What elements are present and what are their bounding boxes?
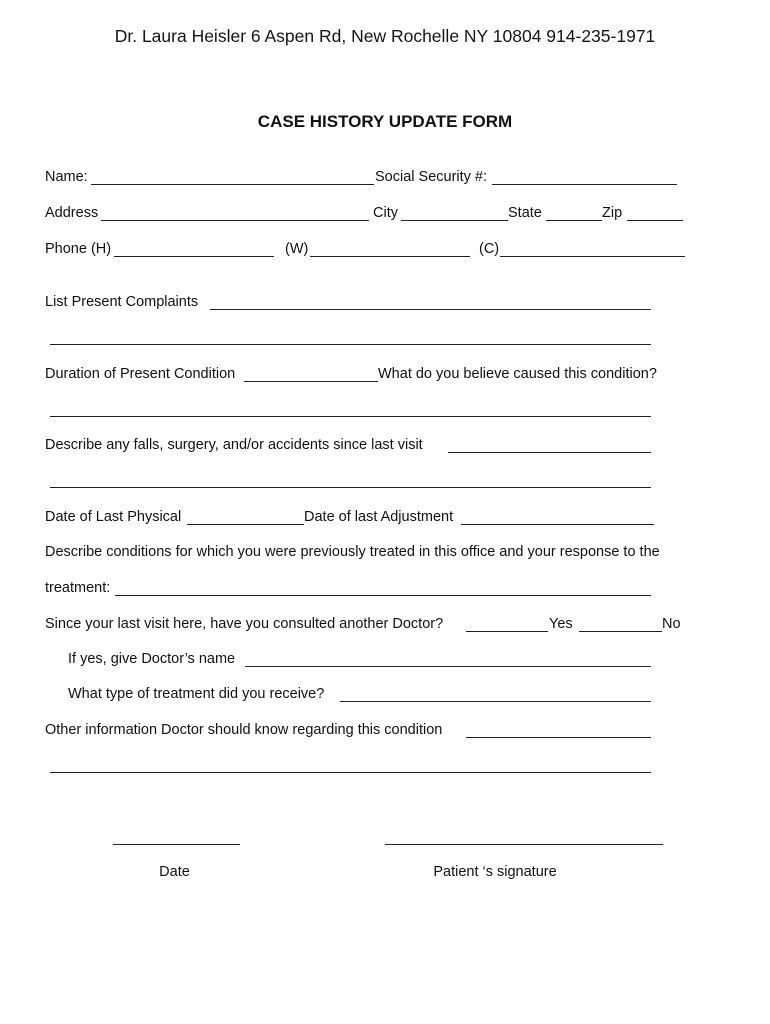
- ssn-field[interactable]: [492, 170, 677, 185]
- practice-header: Dr. Laura Heisler 6 Aspen Rd, New Rochelle NY 10804 914-235-1971: [114, 26, 656, 46]
- date-field[interactable]: [113, 830, 240, 845]
- duration-field[interactable]: [244, 367, 378, 382]
- falls-field[interactable]: [448, 438, 651, 453]
- form-title: CASE HISTORY UPDATE FORM: [257, 112, 513, 131]
- address-label: Address: [45, 205, 99, 221]
- complaints-field[interactable]: [210, 295, 651, 310]
- consulted-label: Since your last visit here, have you consulted another Doctor?: [45, 616, 444, 632]
- falls-field-line-2[interactable]: [50, 473, 651, 488]
- other-info-field[interactable]: [466, 723, 651, 738]
- phone-work-label: (W): [285, 241, 309, 257]
- last-physical-label: Date of Last Physical: [45, 509, 182, 525]
- phone-cell-field[interactable]: [500, 242, 685, 257]
- phone-home-field[interactable]: [114, 242, 274, 257]
- consulted-no-field[interactable]: [579, 617, 662, 632]
- zip-field[interactable]: [627, 206, 683, 221]
- ssn-label: Social Security #:: [375, 169, 488, 185]
- yes-label: Yes: [549, 616, 573, 632]
- last-adjustment-field[interactable]: [461, 510, 654, 525]
- zip-label: Zip: [602, 205, 623, 221]
- name-label: Name:: [45, 169, 88, 185]
- treatment-type-field[interactable]: [340, 687, 651, 702]
- treatment-type-label: What type of treatment did you receive?: [68, 686, 325, 702]
- cause-field[interactable]: [50, 402, 651, 417]
- doctor-name-label: If yes, give Doctor’s name: [68, 651, 236, 667]
- consulted-yes-field[interactable]: [466, 617, 548, 632]
- duration-label: Duration of Present Condition: [45, 366, 236, 382]
- last-adjustment-label: Date of last Adjustment: [304, 509, 454, 525]
- complaints-field-line-2[interactable]: [50, 330, 651, 345]
- name-field[interactable]: [91, 170, 374, 185]
- phone-cell-label: (C): [479, 241, 500, 257]
- falls-label: Describe any falls, surgery, and/or accidents since last visit: [45, 437, 423, 453]
- signature-caption: Patient ‘s signature: [433, 864, 557, 880]
- other-info-field-line-2[interactable]: [50, 758, 651, 773]
- other-info-label: Other information Doctor should know regarding this condition: [45, 722, 443, 738]
- city-field[interactable]: [401, 206, 508, 221]
- state-field[interactable]: [546, 206, 602, 221]
- last-physical-field[interactable]: [187, 510, 304, 525]
- doctor-name-field[interactable]: [245, 652, 651, 667]
- treatment-response-field[interactable]: [115, 581, 651, 596]
- treatment-label: treatment:: [45, 580, 111, 596]
- no-label: No: [662, 616, 681, 632]
- state-label: State: [508, 205, 542, 221]
- address-field[interactable]: [101, 206, 369, 221]
- date-caption: Date: [159, 864, 190, 880]
- signature-field[interactable]: [385, 830, 663, 845]
- cause-label: What do you believe caused this condition?: [378, 366, 657, 382]
- complaints-label: List Present Complaints: [45, 294, 199, 310]
- phone-home-label: Phone (H): [45, 241, 112, 257]
- city-label: City: [373, 205, 398, 221]
- phone-work-field[interactable]: [310, 242, 470, 257]
- previous-conditions-label: Describe conditions for which you were previously treated in this office and your response to the: [45, 544, 660, 560]
